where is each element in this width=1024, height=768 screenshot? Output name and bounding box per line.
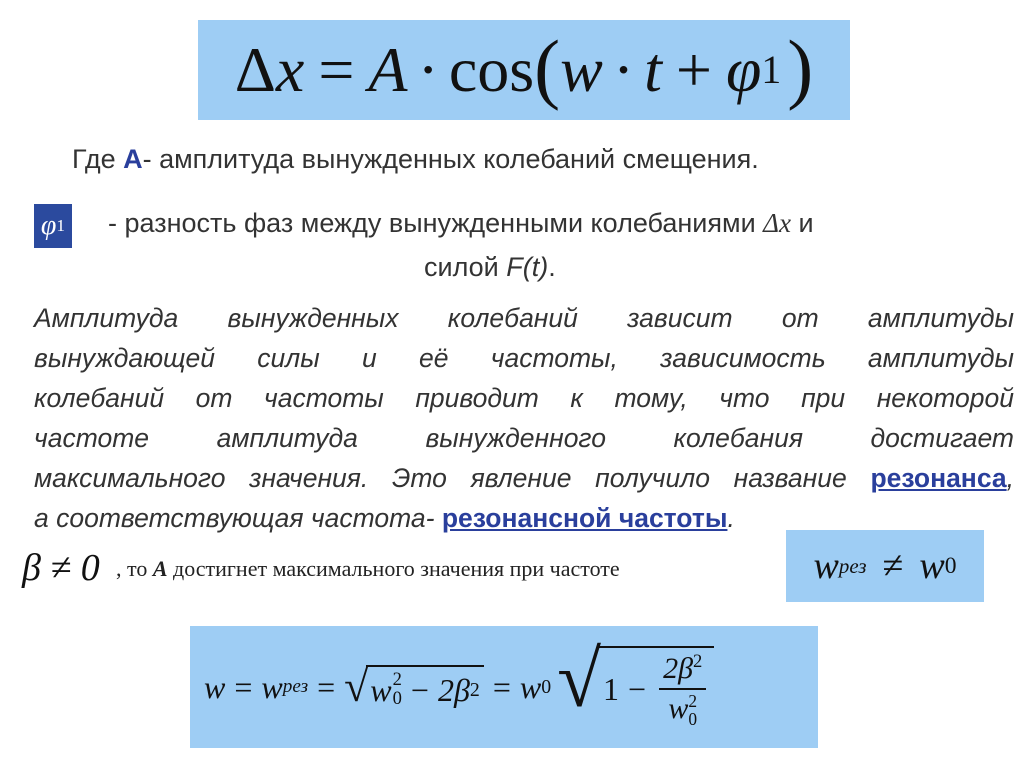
radicand-2 — [599, 646, 714, 729]
paragraph-line-5-comma: , — [1006, 463, 1014, 493]
x-symbol: x — [275, 34, 305, 105]
phi-symbol: φ — [726, 34, 762, 105]
omega-res-symbol: w — [261, 668, 283, 705]
square-root-2 — [557, 635, 714, 729]
w0-superscript: 2 — [392, 669, 402, 691]
equals-sign-1: = — [234, 668, 253, 705]
paragraph-line-6-period: . — [727, 503, 735, 533]
paragraph-line-6-text: а соответствующая частота- — [34, 503, 442, 533]
phase-text: - разность фаз между вынужденными колебаниями — [108, 208, 764, 238]
beta-amplitude-letter: А — [152, 556, 168, 581]
omega-symbol: w — [560, 34, 603, 105]
multiply-dot: · — [417, 34, 439, 105]
plus-sign: + — [675, 34, 712, 105]
resonant-frequency-term: резонансной частоты — [441, 503, 728, 533]
delta-symbol: Δ — [234, 34, 276, 105]
w0-subscript: 0 — [392, 688, 402, 709]
denominator-superscript: 2 — [688, 691, 698, 712]
resonant-frequency-formula: w = w рез = √ w 2 0 − 2β 2 = w 0 √ 1 − $2\beta^2$ w 2 0 — [190, 626, 818, 748]
beta-condition: β ≠ 0 — [22, 547, 100, 589]
amplitude-letter: А — [123, 144, 143, 174]
minus-sign-2: − — [628, 671, 647, 708]
cos-function: cos — [448, 34, 535, 105]
paragraph-line-3: колебаний от частоты приводит к тому, что при некоторой — [34, 383, 1014, 413]
phi-badge-symbol: φ — [40, 210, 57, 241]
numerator-superscript: 2 — [693, 650, 703, 672]
w0-factor-symbol: w — [519, 668, 542, 705]
phase-difference-line-1 — [108, 208, 814, 239]
paragraph-line-4: частоте амплитуда вынужденного колебания достигает — [34, 423, 1014, 453]
fraction-numerator — [659, 652, 706, 690]
resonance-term: резонанса — [870, 463, 1007, 493]
paragraph-line-1: Амплитуда вынужденных колебаний зависит от амплитуды — [34, 303, 1014, 333]
beta-fraction — [659, 652, 706, 729]
wres-symbol: w — [813, 545, 839, 587]
amplitude-prefix: Где — [72, 144, 124, 174]
fraction-denominator — [664, 690, 701, 729]
amplitude-symbol: A — [368, 34, 408, 105]
beta-text-post: достигнет максимального значения при частоте — [167, 556, 620, 581]
numerator-text: 2β — [663, 651, 694, 685]
radical-sign-2: √ — [557, 635, 602, 724]
force-text: силой — [424, 252, 507, 282]
w0-symbol: w — [370, 671, 392, 708]
minus-sign-1: − — [410, 671, 429, 708]
left-paren: ( — [534, 24, 561, 111]
beta-text-pre: , то — [116, 556, 153, 581]
beta-condition-text — [116, 556, 620, 582]
resonance-paragraph — [34, 298, 1014, 538]
phase-and: и — [791, 208, 814, 238]
equals-sign-3: = — [492, 668, 511, 705]
paragraph-line-5-text: максимального значения. Это явление получило название — [34, 463, 871, 493]
not-equal-sign: ≠ — [882, 545, 904, 587]
omega-symbol: w — [204, 668, 226, 705]
force-period: . — [548, 252, 556, 282]
paragraph-line-2: вынуждающей силы и её частоты, зависимость амплитуды — [34, 343, 1014, 373]
denominator-scripts — [688, 693, 697, 728]
equals-sign-2: = — [317, 668, 336, 705]
phase-difference-line-2 — [424, 252, 556, 283]
w0-scripts — [393, 671, 402, 708]
square-root-1 — [344, 662, 484, 711]
force-symbol: F(t) — [506, 252, 549, 282]
radicand-1: w 2 0 − 2β 2 — [366, 665, 484, 709]
multiply-dot-2: · — [612, 34, 635, 105]
paragraph-line-5 — [34, 458, 1014, 498]
resonant-frequency-inequality: w рез ≠ w 0 — [786, 530, 984, 602]
phi-badge: φ 1 — [34, 204, 72, 248]
time-symbol: t — [644, 34, 662, 105]
delta-x-symbol: Δx — [763, 208, 792, 238]
equals-sign: = — [318, 34, 355, 105]
denominator-subscript: 0 — [688, 708, 698, 729]
denominator-w: w — [668, 691, 689, 725]
two-beta: 2β — [437, 671, 470, 708]
amplitude-definition — [72, 144, 759, 175]
right-paren: ) — [787, 24, 814, 111]
amplitude-description: - амплитуда вынужденных колебаний смещения. — [142, 144, 759, 174]
w0-symbol: w — [919, 545, 945, 587]
one-term: 1 — [603, 671, 620, 708]
radical-sign-1: √ — [344, 662, 369, 711]
main-displacement-formula: Δ x = A · cos ( w · t + φ 1 ) — [198, 20, 850, 120]
